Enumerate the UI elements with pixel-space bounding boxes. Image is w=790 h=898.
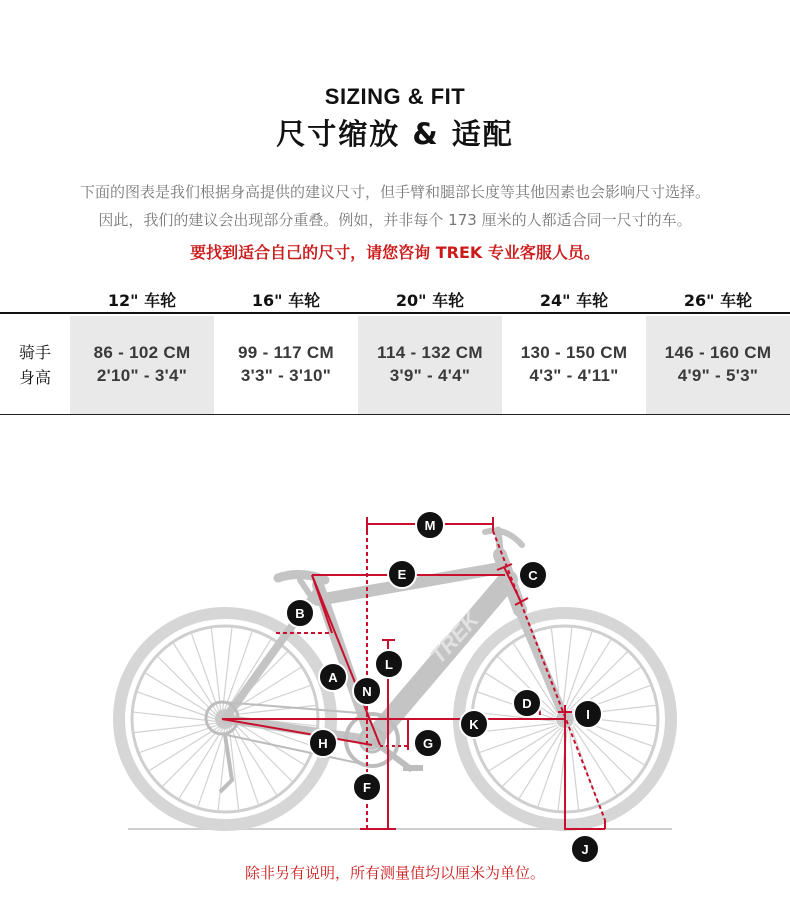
measurement-marker-label: L: [385, 657, 393, 672]
measurement-marker-n: [353, 677, 381, 705]
measurement-marker-f: [353, 773, 381, 801]
height-cm: 86 - 102 CM: [93, 343, 191, 362]
consult-callout: 要找到适合自己的尺寸，请您咨询 TREK 专业客服人员。: [190, 243, 600, 262]
measurement-marker-l: [375, 650, 403, 678]
height-cm: 146 - 160 CM: [664, 343, 772, 362]
measurement-marker-e: [388, 560, 416, 588]
height-inch: 4'9" - 5'3": [677, 366, 759, 385]
height-cm: 130 - 150 CM: [520, 343, 628, 362]
measurement-marker-label: B: [295, 606, 305, 621]
height-inch: 3'9" - 4'4": [389, 366, 471, 385]
measurement-marker-label: N: [362, 684, 372, 699]
measurement-marker-b: [286, 599, 314, 627]
column-header: 12" 车轮: [107, 291, 177, 310]
height-cm: 99 - 117 CM: [238, 343, 334, 362]
height-inch: 4'3" - 4'11": [529, 366, 619, 385]
measurement-marker-a: [319, 663, 347, 691]
frame-brand-text: TREK: [425, 607, 484, 669]
height-cm: 114 - 132 CM: [377, 343, 483, 362]
measurement-marker-label: C: [528, 568, 538, 583]
measurement-marker-label: H: [318, 736, 328, 751]
measurement-marker-k: [460, 710, 488, 738]
description-line-2: 因此，我们的建议会出现部分重叠。例如，并非每个 173 厘米的人都适合同一尺寸的车。: [98, 211, 692, 229]
measurement-marker-j: [571, 835, 599, 863]
row-label-line: 身高: [18, 368, 51, 387]
measurement-marker-d: [513, 689, 541, 717]
height-inch: 2'10" - 3'4": [96, 366, 188, 385]
measurement-marker-m: [416, 511, 444, 539]
measurement-marker-h: [309, 729, 337, 757]
measurement-marker-label: A: [328, 670, 338, 685]
measurement-marker-label: J: [581, 842, 589, 857]
column-header: 20" 车轮: [395, 291, 465, 310]
height-inch: 3'3" - 3'10": [240, 366, 332, 385]
title-chinese: 尺寸缩放 & 适配: [276, 117, 514, 151]
measurement-marker-c: [519, 561, 547, 589]
units-footnote: 除非另有说明，所有测量值均以厘米为单位。: [244, 864, 545, 882]
measurement-marker-label: E: [397, 567, 407, 582]
measurement-marker-label: K: [469, 717, 479, 732]
column-header: 16" 车轮: [251, 291, 321, 310]
column-header: 24" 车轮: [539, 291, 609, 310]
column-header: 26" 车轮: [683, 291, 753, 310]
measurement-marker-label: I: [586, 707, 590, 722]
measurement-marker-label: M: [424, 518, 436, 533]
measurement-marker-label: F: [363, 780, 371, 795]
measurement-marker-i: [574, 700, 602, 728]
title-english: SIZING & FIT: [324, 84, 466, 109]
measurement-marker-label: D: [522, 696, 532, 711]
row-label-line: 骑手: [18, 343, 51, 362]
measurement-marker-g: [414, 729, 442, 757]
measurement-marker-label: G: [422, 736, 434, 751]
description-line-1: 下面的图表是我们根据身高提供的建议尺寸，但手臂和腿部长度等其他因素也会影响尺寸选择。: [79, 183, 710, 201]
